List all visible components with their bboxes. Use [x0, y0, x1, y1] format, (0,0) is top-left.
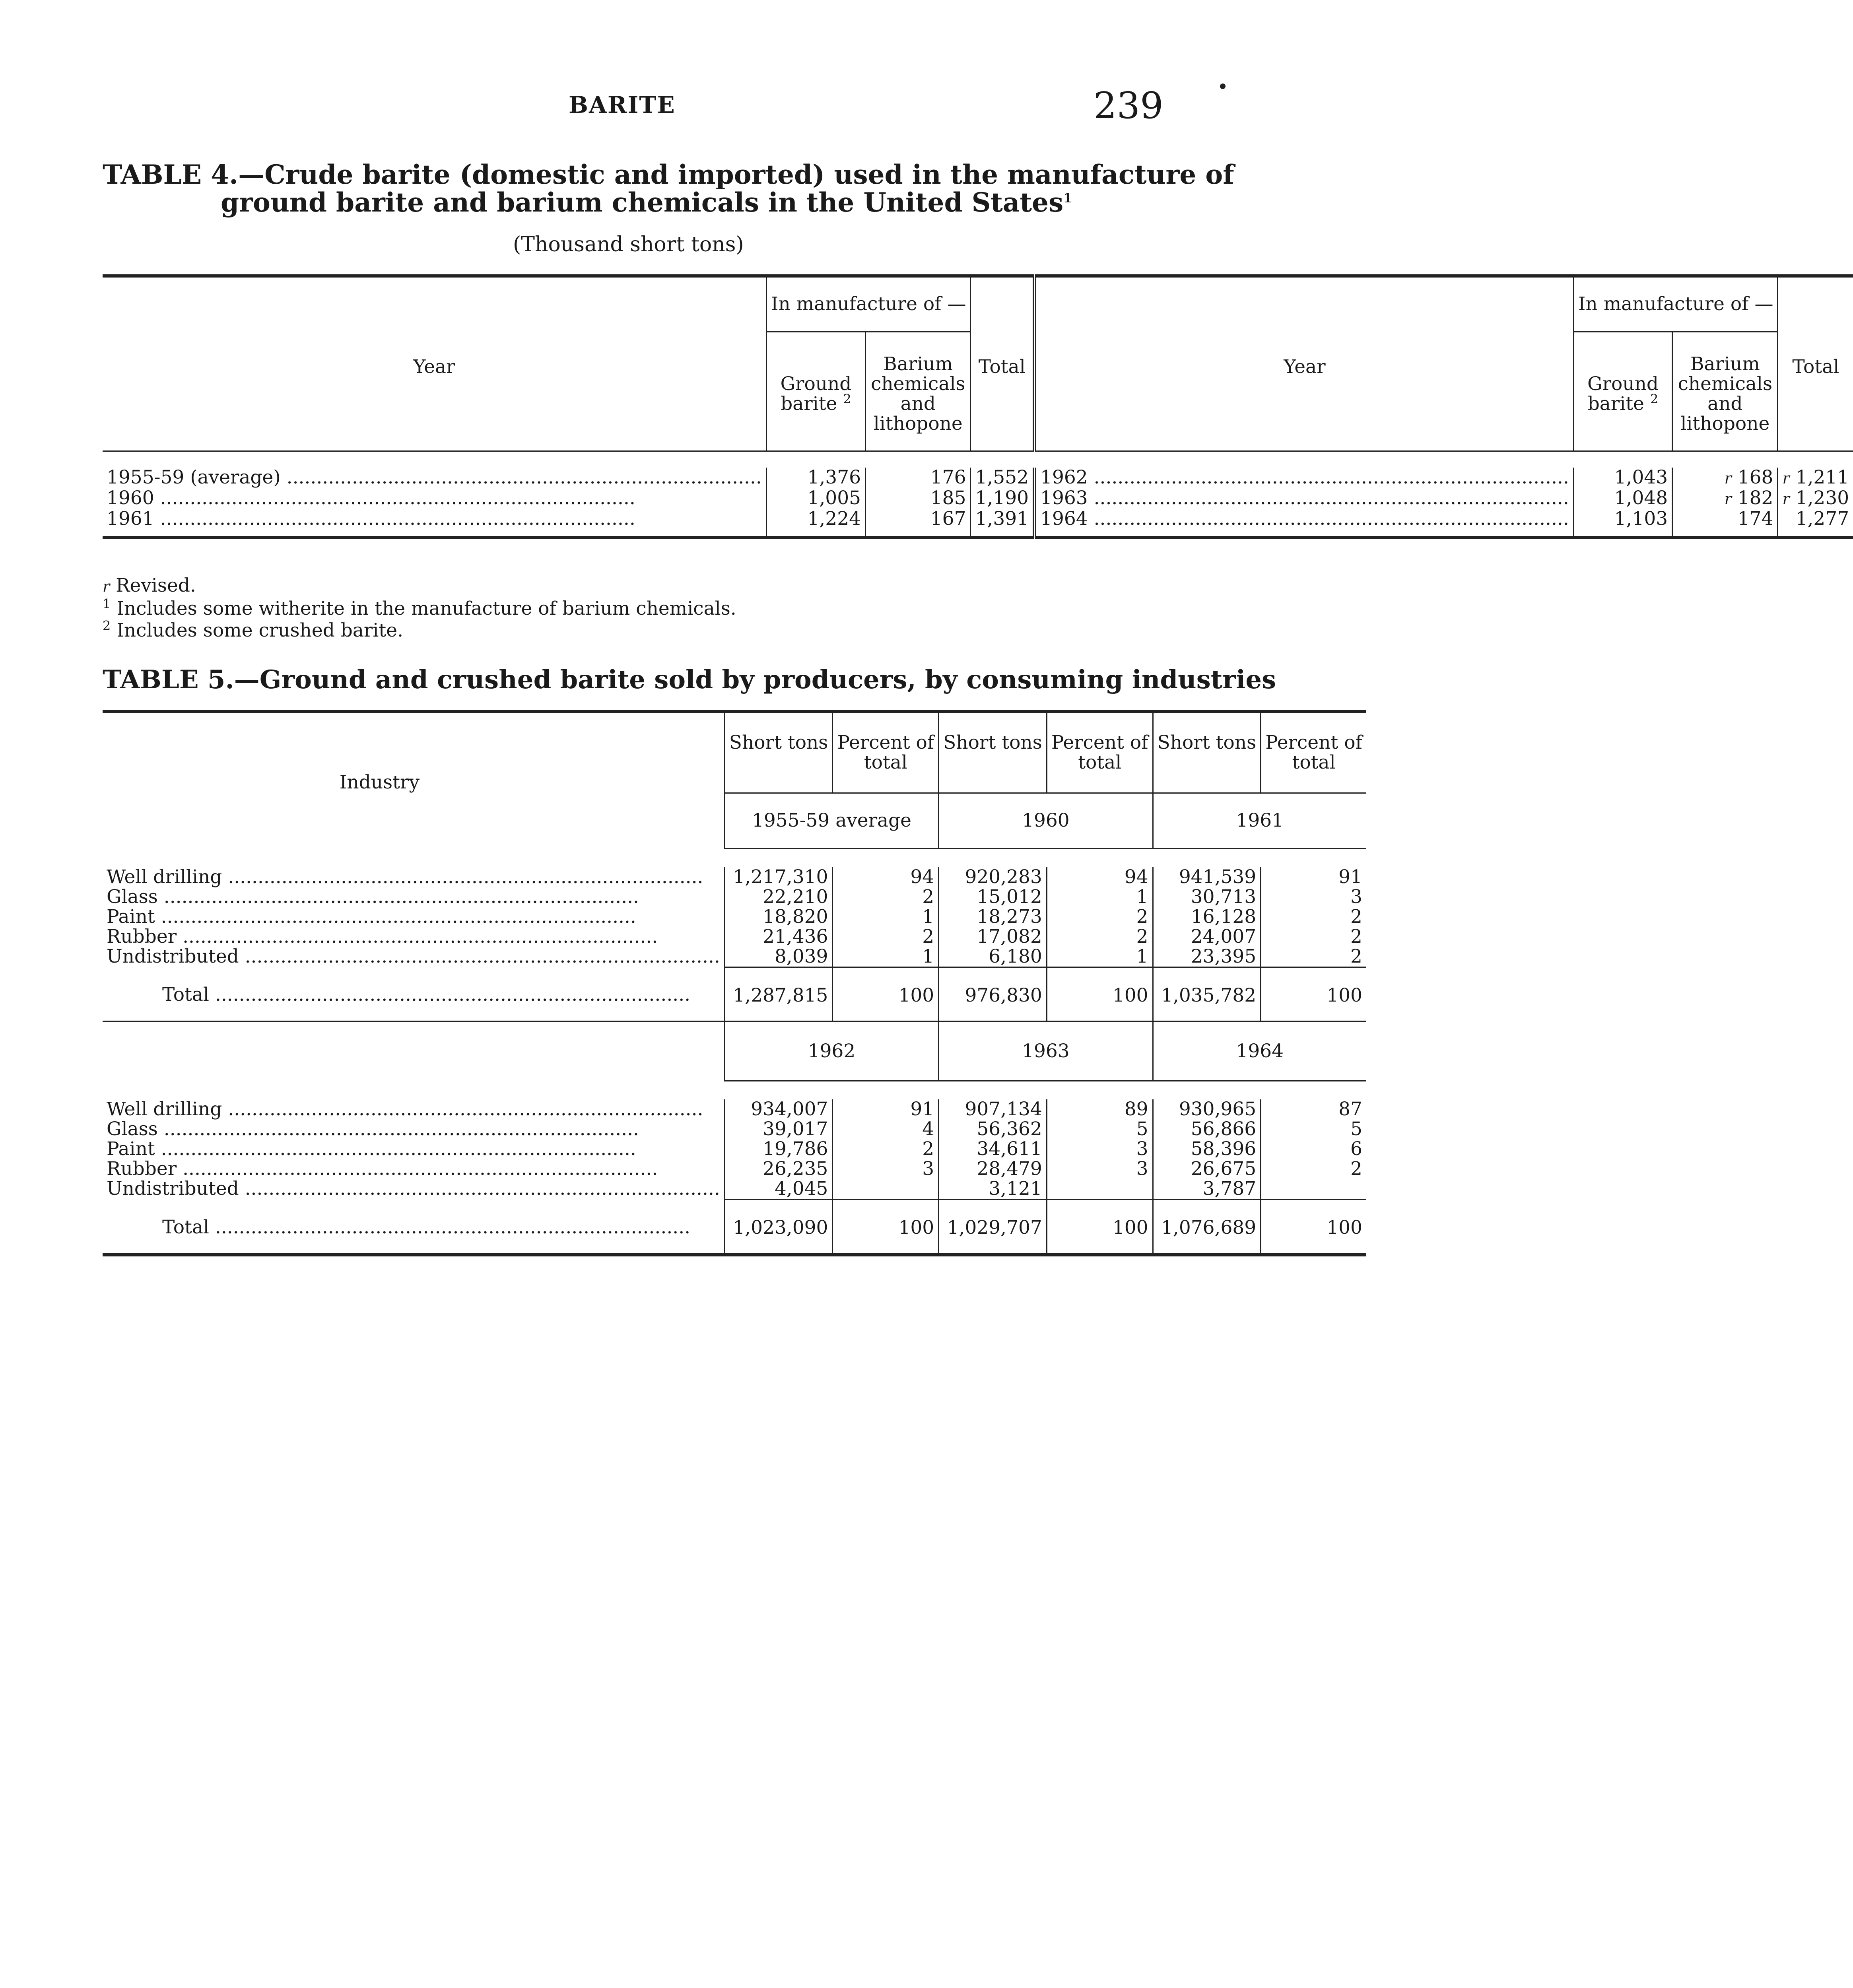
table5-row: [103, 1179, 1366, 1200]
footnote-mark: r: [103, 578, 110, 595]
barium-label-b: chemicals: [871, 373, 965, 395]
footnote-mark: 1: [103, 596, 111, 612]
percent-value: 1: [833, 947, 939, 967]
table4-barium-cell: [1672, 509, 1778, 538]
table4-year-cell: [103, 488, 766, 509]
ground-label-b-row: [771, 391, 861, 415]
revised-mark: r: [1724, 490, 1732, 508]
table4-header-manufacture-left: In manufacture of —: [766, 276, 971, 332]
percent-label-a: Percent of: [1051, 732, 1148, 753]
table5-row: [103, 1139, 1366, 1159]
running-head-title: BARITE: [569, 91, 676, 118]
industry-label: Well drilling .....: [107, 1099, 720, 1119]
total-percent: 100: [1047, 1200, 1153, 1255]
total-label: Total .....: [162, 985, 720, 1005]
total-percent: 100: [1261, 967, 1366, 1021]
short-tons-value: 907,134: [939, 1099, 1047, 1119]
barium-label-d: lithopone: [1680, 412, 1770, 435]
table4-ground-value: 1,376: [766, 468, 865, 488]
table4-year-cell: [103, 509, 766, 538]
table4-ground-value: 1,043: [1573, 468, 1672, 488]
short-tons-value: 3,787: [1153, 1179, 1261, 1200]
percent-label-b: total: [1292, 751, 1336, 773]
short-tons-value: 920,283: [939, 867, 1047, 887]
footnote-1: [103, 598, 736, 619]
total-label: Total .....: [162, 1217, 720, 1237]
percent-value-empty: [833, 1179, 939, 1200]
table5-caption: TABLE 5.—Ground and crushed barite sold by producers, by consuming industries: [103, 665, 1276, 695]
industry-cell: [103, 1159, 724, 1179]
short-tons-value: 58,396: [1153, 1139, 1261, 1159]
total-short-tons: 1,023,090: [724, 1200, 833, 1255]
footnote-text: Includes some witherite in the manufacture of barium chemicals.: [117, 598, 736, 619]
percent-label-a: Percent of: [1265, 732, 1362, 753]
percent-value: 2: [833, 927, 939, 947]
total-short-tons: 1,076,689: [1153, 1200, 1261, 1255]
total-percent: 100: [1261, 1200, 1366, 1255]
industry-label: Rubber .....: [107, 927, 720, 947]
industry-cell: [103, 1139, 724, 1159]
table5-total-row: [103, 1200, 1366, 1255]
percent-value: 1: [1047, 887, 1153, 907]
table5-row: [103, 1119, 1366, 1139]
ground-footnote-ref: 2: [1650, 391, 1659, 406]
barium-label-b: chemicals: [1678, 373, 1773, 395]
percent-value: 5: [1047, 1119, 1153, 1139]
short-tons-value: 17,082: [939, 927, 1047, 947]
table4-total-cell: [1778, 488, 1853, 509]
short-tons-value: 8,039: [724, 947, 833, 967]
short-tons-value: 30,713: [1153, 887, 1261, 907]
table4-year-cell: [1035, 509, 1574, 538]
total-label-cell: [103, 967, 724, 1021]
industry-label: Glass .....: [107, 1119, 720, 1139]
table4-header-barium-left: [866, 332, 971, 451]
table4-barium-cell: [1672, 488, 1778, 509]
industry-label: Well drilling .....: [107, 867, 720, 887]
short-tons-value: 24,007: [1153, 927, 1261, 947]
percent-value: 3: [1047, 1139, 1153, 1159]
table5-header-percent: [833, 711, 939, 793]
footnote-revised: [103, 575, 736, 598]
industry-label: Rubber .....: [107, 1159, 720, 1179]
blank-cell: [103, 1021, 724, 1081]
industry-cell: [103, 907, 724, 927]
table5-header-short-tons: Short tons: [724, 711, 833, 793]
table5-row: [103, 947, 1366, 967]
ink-speck: [1220, 83, 1226, 89]
table4-barium-value: 167: [866, 509, 971, 538]
table4-barium-value: 176: [866, 468, 971, 488]
percent-value: 2: [1261, 1159, 1366, 1179]
spacer: [103, 1081, 1366, 1100]
ground-label-a: Ground: [780, 373, 852, 395]
short-tons-value: 941,539: [1153, 867, 1261, 887]
table4-total-value: 1,190: [971, 488, 1035, 509]
short-tons-value: 19,786: [724, 1139, 833, 1159]
percent-value-empty: [1047, 1179, 1153, 1200]
short-tons-value: 39,017: [724, 1119, 833, 1139]
ground-footnote-ref: 2: [843, 391, 851, 406]
revised-mark: r: [1782, 490, 1790, 508]
ground-label-a: Ground: [1587, 373, 1659, 395]
table5-row: [103, 927, 1366, 947]
industry-cell: [103, 1119, 724, 1139]
table4-year: 1964 .....: [1040, 509, 1569, 529]
table4-year: 1955-59 (average) .....: [107, 468, 762, 487]
table4-total-value: 1,277: [1795, 507, 1849, 530]
percent-value: 2: [1261, 907, 1366, 927]
table5-header-percent: [1261, 711, 1366, 793]
table5-period-1963: 1963: [939, 1021, 1153, 1081]
table4-year: 1963 .....: [1040, 488, 1569, 508]
table5-header-industry: Industry: [339, 771, 420, 793]
percent-value: 91: [833, 1099, 939, 1119]
short-tons-value: 18,273: [939, 907, 1047, 927]
table4-barium-value: 185: [866, 488, 971, 509]
table4-header-year-left: Year: [413, 356, 455, 378]
industry-cell: [103, 1179, 724, 1200]
table4-header-barium-right: [1672, 332, 1778, 451]
table4-header-year-right: Year: [1035, 276, 1574, 451]
percent-value: 3: [1047, 1159, 1153, 1179]
short-tons-value: 1,217,310: [724, 867, 833, 887]
table4-header-ground-right: [1573, 332, 1672, 451]
table4-ground-value: 1,103: [1573, 509, 1672, 538]
table5: [103, 710, 1366, 1256]
total-label-cell: [103, 1200, 724, 1255]
percent-value: 2: [1047, 927, 1153, 947]
table4-row: [103, 468, 1853, 488]
table4-row: [103, 488, 1853, 509]
percent-value: 89: [1047, 1099, 1153, 1119]
revised-mark: r: [1782, 469, 1790, 487]
table4-header-total-right: Total: [1778, 276, 1853, 451]
table4-total-value: 1,230: [1795, 487, 1849, 509]
ground-label-b: barite: [1587, 392, 1644, 415]
percent-value: 2: [833, 1139, 939, 1159]
short-tons-value: 934,007: [724, 1099, 833, 1119]
table5-row: [103, 1099, 1366, 1119]
revised-mark: r: [1724, 469, 1732, 487]
spacer: [103, 848, 1366, 867]
page-number: 239: [1094, 84, 1163, 127]
table4-ground-value: 1,005: [766, 488, 865, 509]
ground-label-b-row: [1578, 391, 1668, 415]
percent-value-empty: [1261, 1179, 1366, 1200]
total-percent: 100: [833, 967, 939, 1021]
table4-header-manufacture-right: In manufacture of —: [1573, 276, 1778, 332]
short-tons-value: 23,395: [1153, 947, 1261, 967]
industry-label: Paint .....: [107, 1139, 720, 1159]
barium-label-d: lithopone: [873, 412, 963, 435]
percent-value: 1: [1047, 947, 1153, 967]
percent-value: 3: [833, 1159, 939, 1179]
footnote-2: [103, 619, 736, 641]
percent-value: 87: [1261, 1099, 1366, 1119]
percent-value: 2: [1261, 947, 1366, 967]
industry-cell: [103, 867, 724, 887]
table5-row: [103, 1159, 1366, 1179]
table4-barium-value: 168: [1737, 466, 1773, 488]
table5-header-short-tons: Short tons: [939, 711, 1047, 793]
short-tons-value: 26,235: [724, 1159, 833, 1179]
table5-period-1961: 1961: [1153, 793, 1366, 848]
short-tons-value: 56,866: [1153, 1119, 1261, 1139]
percent-value: 3: [1261, 887, 1366, 907]
table4-header-total-left: Total: [971, 276, 1035, 451]
short-tons-value: 930,965: [1153, 1099, 1261, 1119]
industry-label: Glass .....: [107, 887, 720, 907]
table4-header-rule: [103, 451, 1853, 468]
short-tons-value: 6,180: [939, 947, 1047, 967]
industry-cell: [103, 947, 724, 967]
barium-label-a: Barium: [1690, 353, 1760, 375]
table4-total-cell: [1778, 468, 1853, 488]
table4-ground-value: 1,224: [766, 509, 865, 538]
table4-row: [103, 509, 1853, 538]
short-tons-value: 56,362: [939, 1119, 1047, 1139]
percent-value: 2: [833, 887, 939, 907]
industry-cell: [103, 1099, 724, 1119]
total-percent: 100: [1047, 967, 1153, 1021]
footnote-text: Includes some crushed barite.: [117, 619, 404, 641]
total-percent: 100: [833, 1200, 939, 1255]
percent-value: 2: [1261, 927, 1366, 947]
table5-period-1955-59: 1955-59 average: [724, 793, 938, 848]
short-tons-value: 16,128: [1153, 907, 1261, 927]
table4-caption-line2: [221, 188, 1072, 216]
table4-year: 1960 .....: [107, 488, 762, 508]
table5-period-1964: 1964: [1153, 1021, 1366, 1081]
short-tons-value: 22,210: [724, 887, 833, 907]
footnote-text: Revised.: [116, 575, 196, 596]
table4-barium-value: 182: [1737, 487, 1773, 509]
barium-label-c: and: [900, 392, 936, 415]
industry-cell: [103, 887, 724, 907]
industry-label: Paint .....: [107, 907, 720, 927]
table4-total-cell: [1778, 509, 1853, 538]
barium-label-a: Barium: [883, 353, 953, 375]
table4-caption-text: ground barite and barium chemicals in the United States: [221, 187, 1064, 218]
table4-total-value: 1,552: [971, 468, 1035, 488]
table5-row: [103, 867, 1366, 887]
industry-label: Undistributed .....: [107, 947, 720, 967]
table4-year-cell: [1035, 488, 1574, 509]
percent-label-b: total: [1078, 751, 1122, 773]
ground-label-b: barite: [781, 392, 837, 415]
table4-year: 1962 .....: [1040, 468, 1569, 487]
total-short-tons: 1,287,815: [724, 967, 833, 1021]
industry-label: Undistributed .....: [107, 1179, 720, 1199]
total-short-tons: 1,035,782: [1153, 967, 1261, 1021]
table4-header-ground-left: [766, 332, 865, 451]
table4-caption-line1: TABLE 4.—Crude barite (domestic and imported) used in the manufacture of: [103, 159, 1234, 190]
percent-value: 6: [1261, 1139, 1366, 1159]
percent-label-b: total: [864, 751, 907, 773]
percent-value: 5: [1261, 1119, 1366, 1139]
table4-footnotes: [103, 575, 736, 641]
table4-barium-value: 174: [1737, 507, 1773, 530]
short-tons-value: 15,012: [939, 887, 1047, 907]
table4-caption-footnote-ref: 1: [1063, 190, 1072, 206]
table5-period-1962: 1962: [724, 1021, 938, 1081]
percent-value: 94: [1047, 867, 1153, 887]
percent-value: 4: [833, 1119, 939, 1139]
table4-year-cell: [103, 468, 766, 488]
percent-value: 1: [833, 907, 939, 927]
short-tons-value: 3,121: [939, 1179, 1047, 1200]
table4-barium-cell: [1672, 468, 1778, 488]
table5-row: [103, 887, 1366, 907]
short-tons-value: 21,436: [724, 927, 833, 947]
percent-value: 2: [1047, 907, 1153, 927]
table4: [103, 274, 1853, 539]
total-short-tons: 976,830: [939, 967, 1047, 1021]
table4-total-value: 1,211: [1795, 466, 1849, 488]
short-tons-value: 4,045: [724, 1179, 833, 1200]
table4-year-cell: [1035, 468, 1574, 488]
percent-value: 94: [833, 867, 939, 887]
industry-cell: [103, 927, 724, 947]
short-tons-value: 18,820: [724, 907, 833, 927]
table4-unit: (Thousand short tons): [513, 233, 744, 256]
table5-row: [103, 907, 1366, 927]
barium-label-c: and: [1707, 392, 1743, 415]
total-short-tons: 1,029,707: [939, 1200, 1047, 1255]
table4-total-value: 1,391: [971, 509, 1035, 538]
footnote-mark: 2: [103, 618, 111, 633]
short-tons-value: 28,479: [939, 1159, 1047, 1179]
table5-total-row: [103, 967, 1366, 1021]
table5-header-short-tons: Short tons: [1153, 711, 1261, 793]
table5-header-percent: [1047, 711, 1153, 793]
table4-ground-value: 1,048: [1573, 488, 1672, 509]
percent-value: 91: [1261, 867, 1366, 887]
short-tons-value: 34,611: [939, 1139, 1047, 1159]
percent-label-a: Percent of: [837, 732, 934, 753]
short-tons-value: 26,675: [1153, 1159, 1261, 1179]
table4-year: 1961 .....: [107, 509, 762, 529]
table5-period-1960: 1960: [939, 793, 1153, 848]
